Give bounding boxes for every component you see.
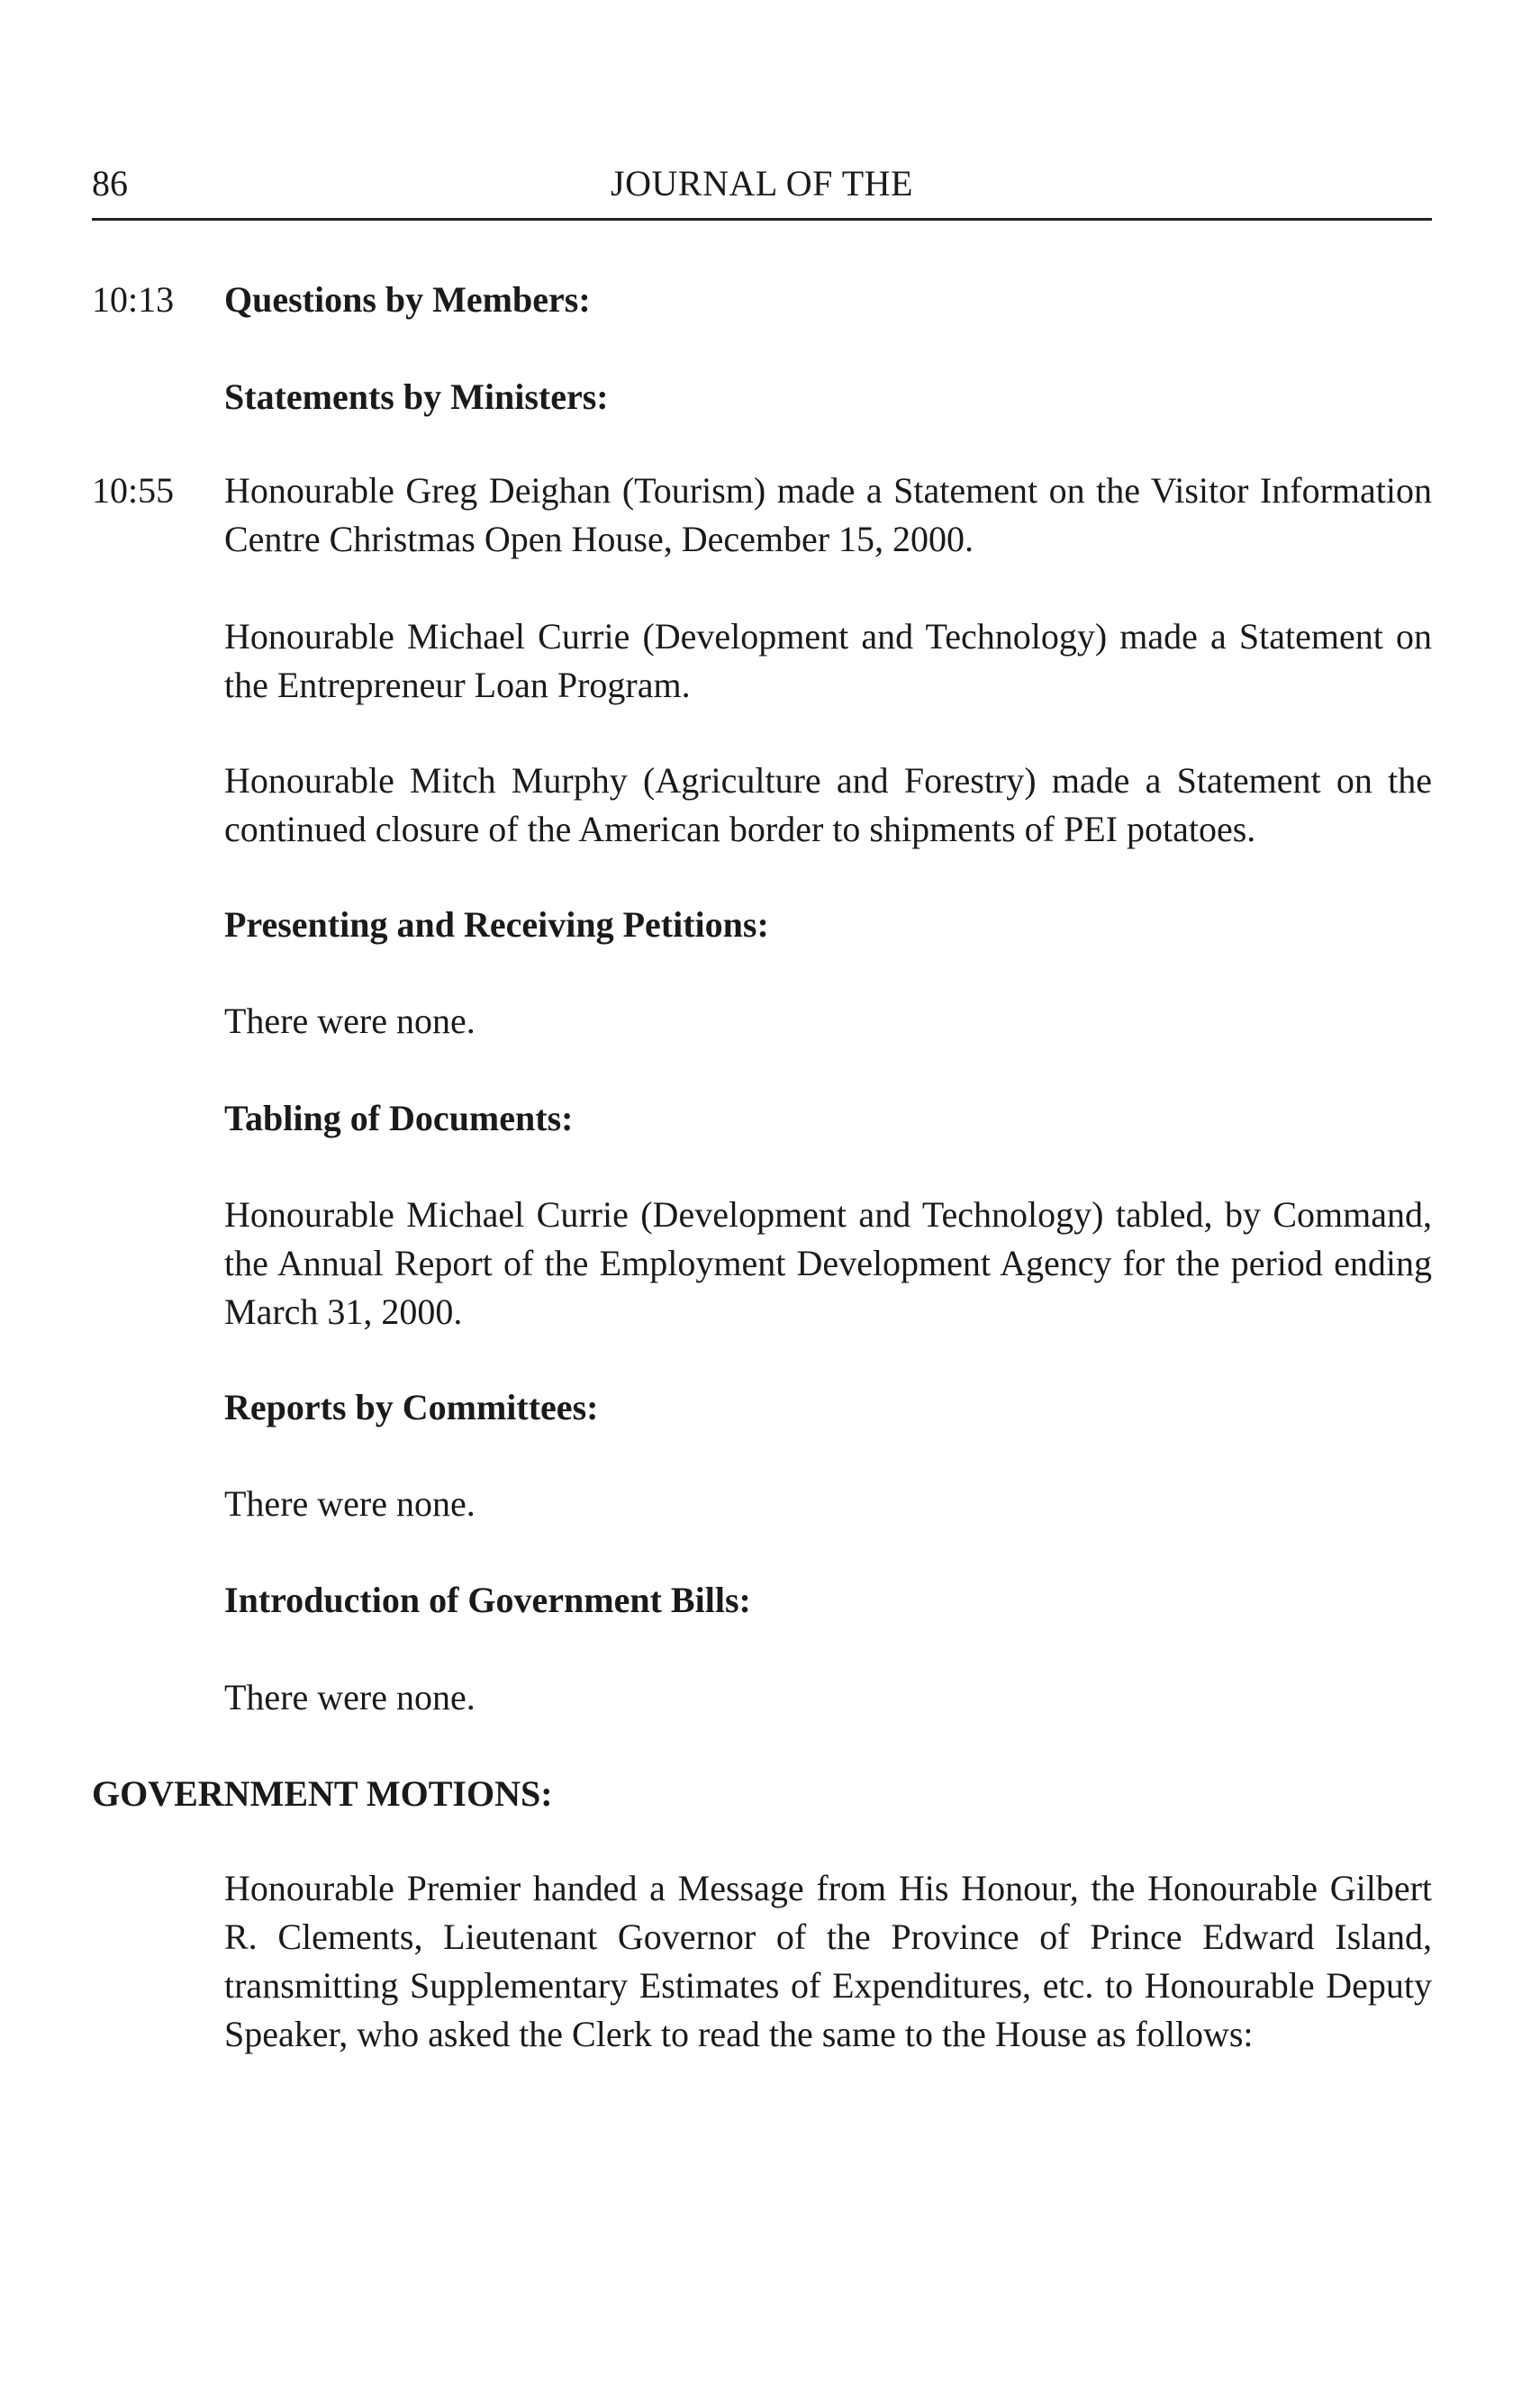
statements-heading: Statements by Ministers: — [224, 376, 609, 417]
statement-paragraph-3: Honourable Mitch Murphy (Agriculture and Forestry) made a Statement on the continued closure of the American border to shipments of PEI potatoes. — [224, 760, 1432, 849]
petitions-heading: Presenting and Receiving Petitions: — [224, 904, 769, 945]
journal-title: JOURNAL OF THE — [611, 163, 913, 204]
committees-text: There were none. — [224, 1483, 476, 1524]
statement-paragraph-1: Honourable Greg Deighan (Tourism) made a Statement on the Visitor Information Centre Christmas Open House, December 15, 2000. — [224, 470, 1432, 559]
tabling-heading: Tabling of Documents: — [224, 1098, 574, 1138]
tabling-paragraph: Honourable Michael Currie (Development and Technology) tabled, by Command, the Annual Report of the Employment Development Agency for the period ending March 31, 2000. — [224, 1194, 1432, 1332]
time-stamp-2: 10:55 — [92, 470, 175, 511]
page-number: 86 — [92, 163, 128, 204]
committees-heading: Reports by Committees: — [224, 1387, 599, 1427]
running-header — [92, 162, 1432, 221]
petitions-text: There were none. — [224, 1001, 476, 1041]
motions-heading: GOVERNMENT MOTIONS: — [92, 1773, 553, 1814]
questions-heading: Questions by Members: — [224, 279, 591, 320]
time-stamp-1: 10:13 — [92, 279, 175, 320]
bills-heading: Introduction of Government Bills: — [224, 1580, 751, 1620]
statement-paragraph-2: Honourable Michael Currie (Development and Technology) made a Statement on the Entrepreneur Loan Program. — [224, 616, 1432, 705]
bills-text: There were none. — [224, 1677, 476, 1717]
motions-paragraph: Honourable Premier handed a Message from His Honour, the Honourable Gilbert R. Clements, Lieutenant Governor of the Province of Prince Edward Island, transmitting Supplementary Estimates of Expenditures, etc. to Honourable Deputy Speaker, who asked the Clerk to read the same to the House as follows: — [224, 1868, 1432, 2054]
